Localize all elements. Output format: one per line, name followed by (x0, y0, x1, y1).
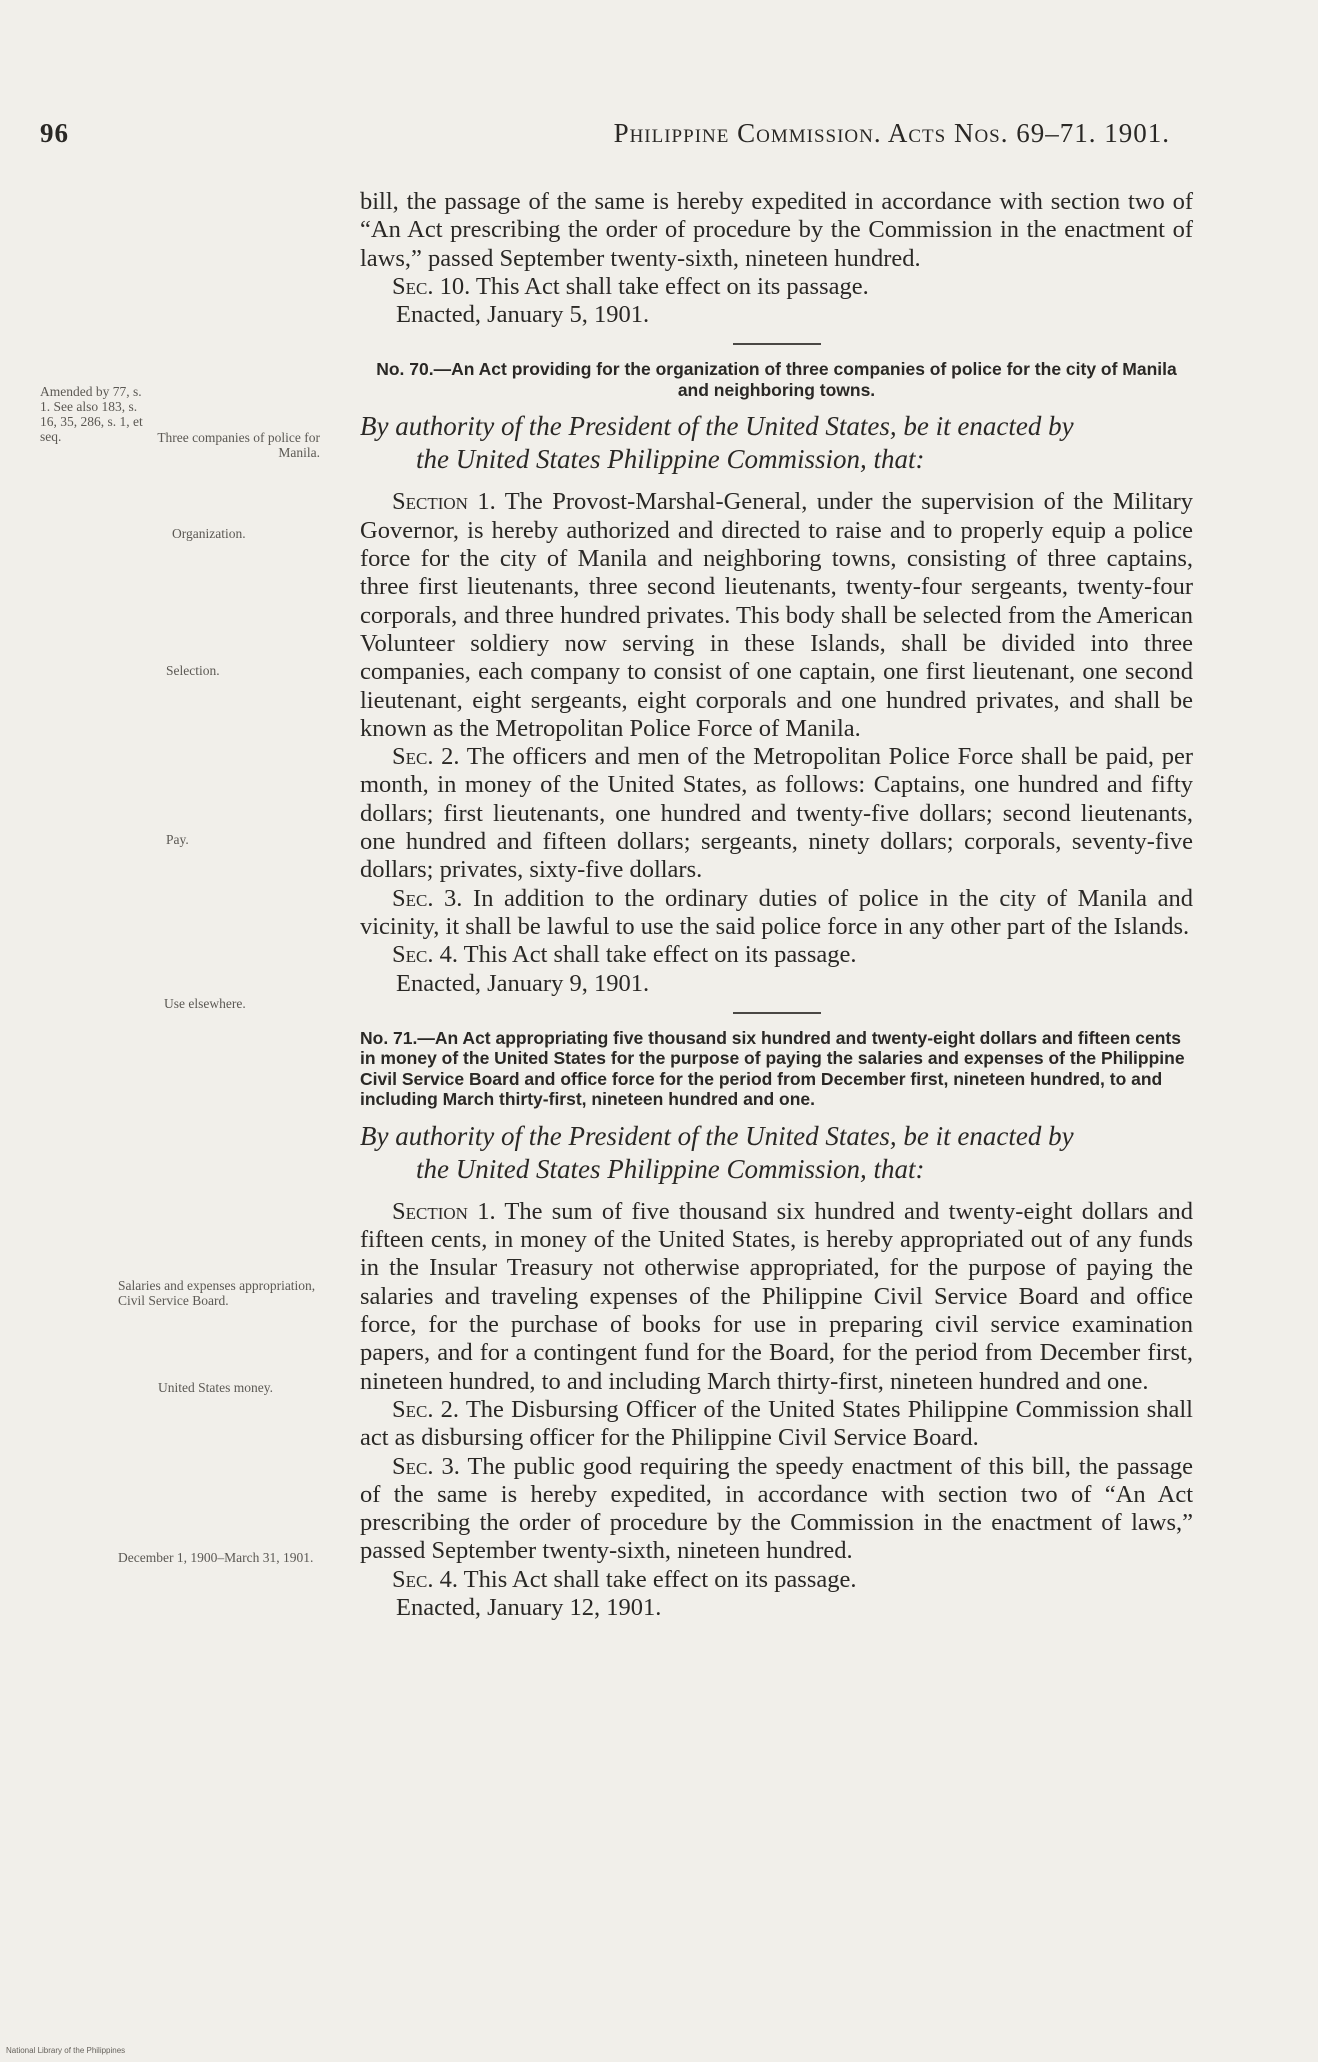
act-71-section-1 (360, 1198, 1193, 1396)
act-70-section-1 (360, 488, 1193, 743)
section-label: Sec. 2. (392, 1395, 460, 1423)
section-divider (733, 1012, 821, 1014)
enacting-clause (360, 1120, 1193, 1186)
section-label: Sec. 4. (392, 1565, 458, 1593)
act-70-section-4 (360, 941, 1193, 969)
section-label: Sec. 4. (392, 941, 458, 969)
margin-note-salaries: Salaries and expenses appropriation, Civil Service Board. (118, 1278, 316, 1308)
margin-note-organization: Organization. (172, 526, 246, 541)
margin-note-use-elsewhere: Use elsewhere. (164, 996, 246, 1011)
section-label: Sec. 2. (392, 743, 460, 771)
act-71-section-2 (360, 1396, 1193, 1453)
margin-note-us-money: United States money. (158, 1380, 273, 1395)
section-text: The public good requiring the speedy enactment of this bill, the passage of the same is hereby expedited, in accordance with section two of “An Act prescribing the order of procedure by the Commission in the enactment of laws,” passed September twenty-sixth, nineteen hundred. (360, 1452, 1193, 1565)
enacting-clause (360, 410, 1193, 476)
section-text: The Disbursing Officer of the United States Philippine Commission shall act as disbursing officer for the Philippine Civil Service Board. (360, 1395, 1193, 1452)
act-70-section-3 (360, 885, 1193, 942)
section-label: Sec. 3. (392, 1452, 460, 1480)
act-title-text: —An Act providing for the organization of three companies of police for the city of Manila and neighboring towns. (433, 359, 1177, 400)
section-text: This Act shall take effect on its passage. (463, 941, 857, 969)
act-number: No. 70. (376, 359, 434, 380)
margin-note-amended: Amended by 77, s. 1. See also 183, s. 16, 35, 286, s. 1, et seq. (40, 384, 143, 444)
page-header (40, 118, 1220, 158)
scan-footer: National Library of the Philippines (6, 2046, 126, 2055)
page-number: 96 (40, 118, 69, 148)
section-label: Section 1. (392, 488, 496, 516)
margin-note-three-companies: Three companies of police for Manila. (157, 430, 320, 460)
enacted-line: Enacted, January 5, 1901. (396, 301, 650, 329)
enacting-line-2: the United States Philippine Commission, that: (416, 444, 925, 475)
continuation-text: bill, the passage of the same is hereby expedited in accordance with section two of “An Act prescribing the order of procedure by the Commission in the enactment of laws,” passed September twenty-sixth, nineteen hundred. (360, 188, 1193, 272)
act-title-text: —An Act appropriating five thousand six hundred and twenty-eight dollars and fifteen cents in money of the United States for the purpose of paying the salaries and expenses of the Philippine Civil Service Board and office force for the period from December first, nineteen hundred, to and including March thirty-first, nineteen hundred and one. (360, 1027, 1185, 1110)
section-text: This Act shall take effect on its passage. (463, 1565, 857, 1593)
act-number: No. 71. (360, 1027, 418, 1048)
act-70-section-2 (360, 743, 1193, 884)
section-text: The officers and men of the Metropolitan Police Force shall be paid, per month, in money of the United States, as follows: Captains, one hundred and fifty dollars; first lieutenants, one hundred and twenty-five dollars; second lieutenants, one hundred and fifteen dollars; sergeants, ninety dollars; corporals, seventy-five dollars; privates, sixty-five dollars. (360, 743, 1193, 884)
section-text: In addition to the ordinary duties of police in the city of Manila and vicinity, it shall be lawful to use the said police force in any other part of the Islands. (360, 884, 1194, 940)
enacting-line-1: By authority of the President of the United States, be it enacted by (360, 411, 1074, 442)
act-71-section-4 (360, 1566, 1193, 1594)
section-text: The Provost-Marshal-General, under the supervision of the Military Governor, is hereby authorized and directed to raise and to properly equip a police force for the city of Manila and neighboring towns, consisting of three captains, three first lieutenants, three second lieutenants, twenty-four sergeants, twenty-four corporals, and three hundred privates. This body shall be selected from the American Volunteer soldiery now serving in these Islands, shall be divided into three companies, each company to consist of one captain, one first lieutenant, one second lieutenant, eight sergeants, eight corporals and one hundred privates, and shall be known as the Metropolitan Police Force of Manila. (360, 488, 1194, 742)
section-label: Section 1. (392, 1197, 496, 1225)
margin-note-period: December 1, 1900–March 31, 1901. (118, 1550, 314, 1565)
section-text: The sum of five thousand six hundred and twenty-eight dollars and fifteen cents, in money of the United States, is hereby appropriated out of any funds in the Insular Treasury not otherwise appropriated, for the purpose of paying the salaries and traveling expenses of the Philippine Civil Service Board and office force, for the purchase of books for use in preparing civil service examination papers, and for a contingent fund for the Board, for the period from December first, nineteen hundred, to and including March thirty-first, nineteen hundred and one. (360, 1197, 1194, 1395)
act-69-tail (360, 188, 1193, 1622)
enacting-line-1: By authority of the President of the United States, be it enacted by (360, 1120, 1074, 1151)
act-71-section-3 (360, 1453, 1193, 1566)
section-label: Sec. 3. (392, 884, 463, 912)
running-head: Philippine Commission. Acts Nos. 69–71. 1901. (613, 118, 1170, 148)
section-10 (360, 273, 1193, 301)
section-label: Sec. 10. (392, 272, 471, 300)
section-text: This Act shall take effect on its passage. (475, 272, 869, 300)
section-divider (733, 343, 821, 345)
margin-note-pay: Pay. (166, 832, 189, 847)
act-71-title (360, 1028, 1193, 1110)
act-70-title (360, 359, 1193, 400)
enacted-line: Enacted, January 9, 1901. (396, 969, 650, 997)
enacting-line-2: the United States Philippine Commission, that: (416, 1153, 925, 1184)
margin-note-selection: Selection. (166, 663, 220, 678)
enacted-line: Enacted, January 12, 1901. (396, 1593, 662, 1621)
